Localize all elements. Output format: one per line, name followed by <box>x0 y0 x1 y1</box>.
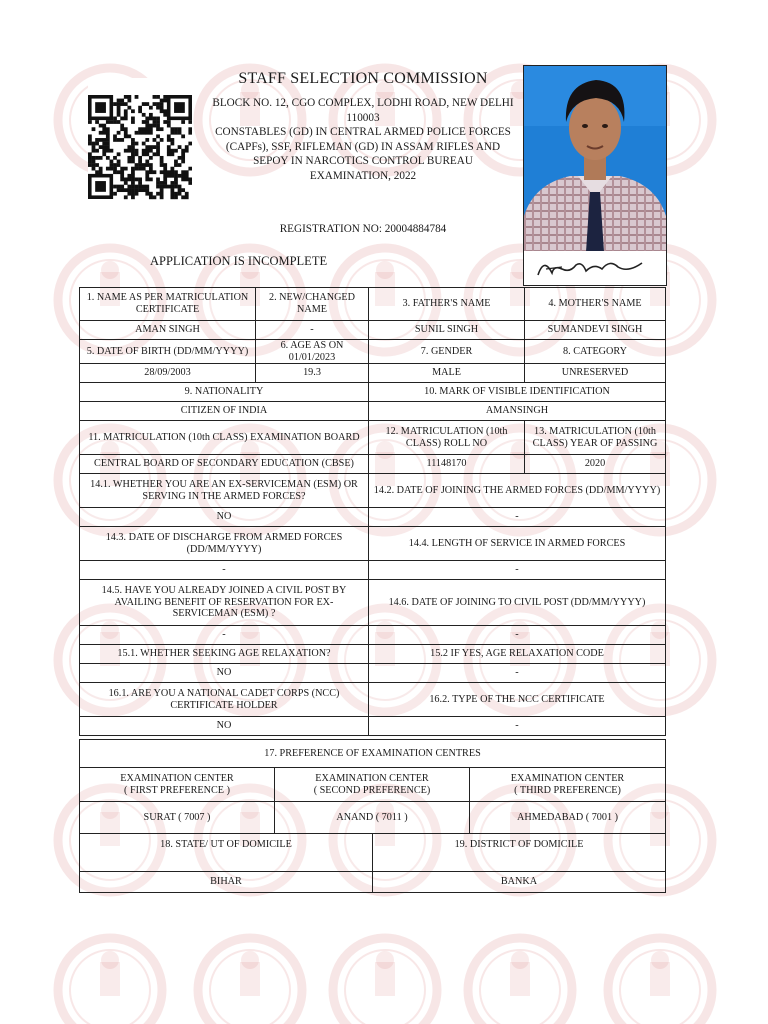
first-preference-label-line1: EXAMINATION CENTER <box>120 772 234 784</box>
registration-number: REGISTRATION NO: 20004884784 <box>279 223 447 235</box>
domicile-district-value: BANKA <box>373 872 666 893</box>
header-block <box>196 70 530 184</box>
address-line-2: 110003 <box>346 111 380 124</box>
father-name-value: SUNIL SINGH <box>369 321 525 340</box>
board-label: 11. MATRICULATION (10th CLASS) EXAMINATION BOARD <box>80 421 369 455</box>
roll-no-label: 12. MATRICULATION (10th CLASS) ROLL NO <box>369 421 525 455</box>
domicile-state-label: 18. STATE/ UT OF DOMICILE <box>80 834 373 872</box>
ncc-holder-value: NO <box>80 717 369 736</box>
ncc-type-label: 16.2. TYPE OF THE NCC CERTIFICATE <box>369 683 666 717</box>
first-preference-label-line2: ( FIRST PREFERENCE ) <box>124 784 230 796</box>
identification-mark-label: 10. MARK OF VISIBLE IDENTIFICATION <box>369 383 666 402</box>
exam-line-4: EXAMINATION, 2022 <box>309 169 417 182</box>
new-name-label: 2. NEW/CHANGED NAME <box>256 288 369 321</box>
candidate-details-table <box>79 287 666 736</box>
first-preference-label <box>80 768 275 802</box>
ex-serviceman-label: 14.1. WHETHER YOU ARE AN EX-SERVICEMAN (ESM) OR SERVING IN THE ARMED FORCES? <box>80 474 369 508</box>
discharge-date-value: - <box>80 561 369 580</box>
second-preference-value: ANAND ( 7011 ) <box>275 802 470 834</box>
civil-post-label: 14.5. HAVE YOU ALREADY JOINED A CIVIL POST BY AVAILING BENEFIT OF RESERVATION FOR EX-SERVICEMAN (ESM) ? <box>80 580 369 626</box>
dob-label: 5. DATE OF BIRTH (DD/MM/YYYY) <box>80 340 256 364</box>
category-value: UNRESERVED <box>525 364 666 383</box>
third-preference-label <box>470 768 666 802</box>
name-label: 1. NAME AS PER MATRICULATION CERTIFICATE <box>80 288 256 321</box>
identification-mark-value: AMANSINGH <box>369 402 666 421</box>
ncc-holder-label: 16.1. ARE YOU A NATIONAL CADET CORPS (NCC) CERTIFICATE HOLDER <box>80 683 369 717</box>
third-preference-label-line1: EXAMINATION CENTER <box>510 772 625 784</box>
age-value: 19.3 <box>256 364 369 383</box>
candidate-signature <box>523 251 667 286</box>
civil-post-value: - <box>80 626 369 645</box>
age-relaxation-label: 15.1. WHETHER SEEKING AGE RELAXATION? <box>80 645 369 664</box>
commission-title: STAFF SELECTION COMMISSION <box>238 70 488 87</box>
nationality-value: CITIZEN OF INDIA <box>80 402 369 421</box>
discharge-date-label: 14.3. DATE OF DISCHARGE FROM ARMED FORCES (DD/MM/YYYY) <box>80 527 369 561</box>
exam-centres-table <box>79 739 666 834</box>
exam-line-1: CONSTABLES (GD) IN CENTRAL ARMED POLICE FORCES <box>215 126 511 139</box>
second-preference-label-line2: ( SECOND PREFERENCE) <box>313 784 431 796</box>
board-value: CENTRAL BOARD OF SECONDARY EDUCATION (CBSE) <box>80 455 369 474</box>
age-relaxation-value: NO <box>80 664 369 683</box>
civil-post-joining-label: 14.6. DATE OF JOINING TO CIVIL POST (DD/MM/YYYY) <box>369 580 666 626</box>
gender-label: 7. GENDER <box>369 340 525 364</box>
domicile-table <box>79 833 666 893</box>
mother-name-value: SUMANDEVI SINGH <box>525 321 666 340</box>
mother-name-label: 4. MOTHER'S NAME <box>525 288 666 321</box>
category-label: 8. CATEGORY <box>525 340 666 364</box>
address-line-1: BLOCK NO. 12, CGO COMPLEX, LODHI ROAD, NEW DELHI <box>212 97 514 109</box>
passing-year-label: 13. MATRICULATION (10th CLASS) YEAR OF PASSING <box>525 421 666 455</box>
second-preference-label <box>275 768 470 802</box>
armed-forces-joining-value: - <box>369 508 666 527</box>
application-status: APPLICATION IS INCOMPLETE <box>150 254 328 268</box>
third-preference-label-line2: ( THIRD PREFERENCE) <box>514 784 621 796</box>
service-length-value: - <box>369 561 666 580</box>
service-length-label: 14.4. LENGTH OF SERVICE IN ARMED FORCES <box>369 527 666 561</box>
dob-value: 28/09/2003 <box>80 364 256 383</box>
nationality-label: 9. NATIONALITY <box>80 383 369 402</box>
new-name-value: - <box>256 321 369 340</box>
qr-code <box>88 78 192 216</box>
name-value: AMAN SINGH <box>80 321 256 340</box>
roll-no-value: 11148170 <box>369 455 525 474</box>
relaxation-code-label: 15.2 IF YES, AGE RELAXATION CODE <box>369 645 666 664</box>
passing-year-value: 2020 <box>525 455 666 474</box>
first-preference-value: SURAT ( 7007 ) <box>80 802 275 834</box>
third-preference-value: AHMEDABAD ( 7001 ) <box>470 802 666 834</box>
civil-post-joining-value: - <box>369 626 666 645</box>
age-label: 6. AGE AS ON 01/01/2023 <box>256 340 369 364</box>
candidate-photo <box>523 65 667 253</box>
armed-forces-joining-label: 14.2. DATE OF JOINING THE ARMED FORCES (DD/MM/YYYY) <box>369 474 666 508</box>
exam-line-2: (CAPFs), SSF, RIFLEMAN (GD) IN ASSAM RIFLES AND <box>225 140 501 153</box>
centres-heading: 17. PREFERENCE OF EXAMINATION CENTRES <box>80 740 666 768</box>
exam-line-3: SEPOY IN NARCOTICS CONTROL BUREAU <box>253 155 473 168</box>
ex-serviceman-value: NO <box>80 508 369 527</box>
domicile-state-value: BIHAR <box>80 872 373 893</box>
relaxation-code-value: - <box>369 664 666 683</box>
second-preference-label-line1: EXAMINATION CENTER <box>315 772 429 784</box>
father-name-label: 3. FATHER'S NAME <box>369 288 525 321</box>
gender-value: MALE <box>369 364 525 383</box>
ncc-type-value: - <box>369 717 666 736</box>
domicile-district-label: 19. DISTRICT OF DOMICILE <box>373 834 666 872</box>
